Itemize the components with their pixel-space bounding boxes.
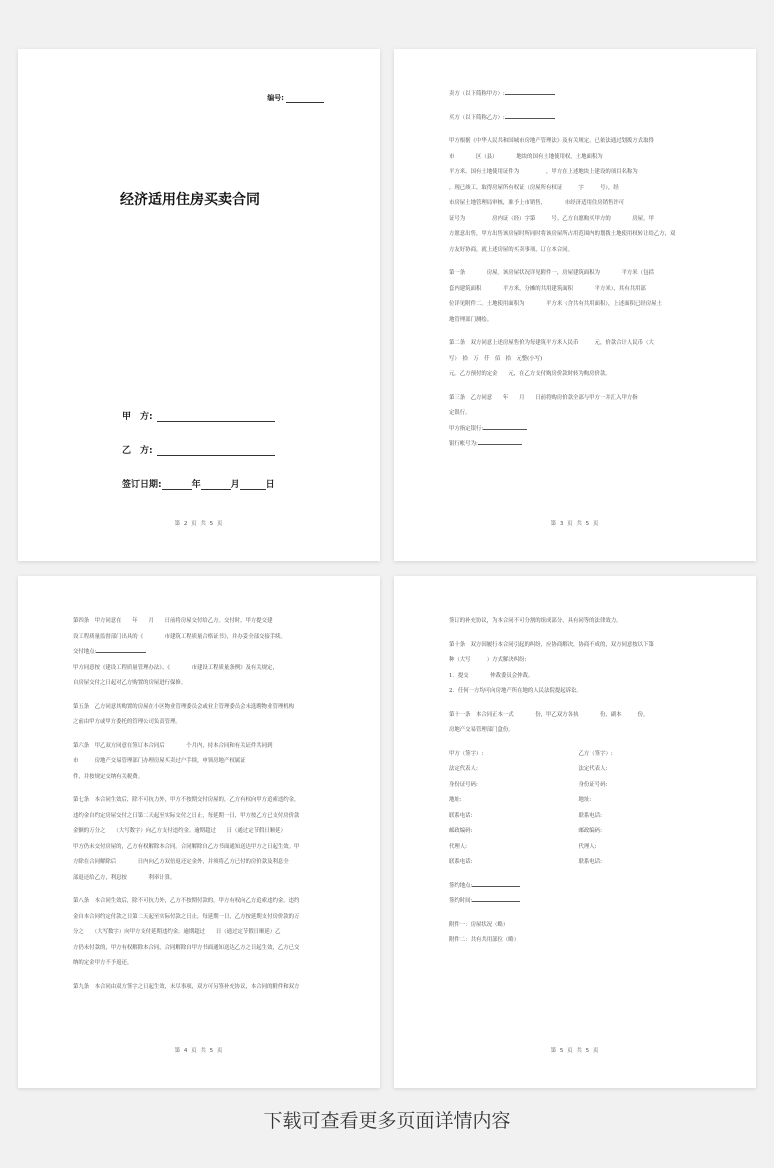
- contract-page-4: [18, 576, 380, 1088]
- article-6: 第六条 甲乙双方同意在签订本合同后 个月内，持本合同和有关证件共同到: [73, 742, 273, 749]
- sign-date-field: 签订日期: 年 月 日: [122, 480, 275, 490]
- sign-row: 甲方（签字）: 乙方（签字）:: [449, 750, 613, 757]
- contract-title: 经济适用住房买卖合同: [120, 192, 260, 208]
- paragraph-line: 甲方同意按《建设工程质量管理办法》、《 市建设工程质量条例》及有关规定，: [73, 664, 278, 671]
- delivery-place-line: 交付地点:: [73, 645, 332, 661]
- paragraph-line: 甲方根据《中华人民共和国城市房地产管理法》及有关规定，已依法通过划拨方式取得: [449, 138, 654, 144]
- account-line: 银行帐号为:: [449, 437, 708, 453]
- buyer-line: 买方（以下简称乙方）:: [449, 111, 708, 127]
- page-4-body: [73, 614, 332, 995]
- paragraph-line: 件，并按规定交纳有关税费。: [73, 773, 144, 780]
- contract-page-5: [394, 576, 756, 1088]
- paragraph-line: 之前由甲方或甲方委托的管理公司负责管理。: [73, 719, 181, 725]
- contract-page-3: [394, 49, 756, 561]
- paragraph-line: 方除在合同解除后 日内向乙方双倍返还定金外，并须将乙方已付的房价款及利息全: [73, 859, 289, 865]
- paragraph-line: 市 区（县） 地块的国有土地使用权，土地面积为: [449, 153, 603, 160]
- paragraph-line: 位详见附件二。土地使用面积为 平方米（含共有共用面积），上述面积已经房屋土: [449, 301, 662, 307]
- paragraph-line: 部退还给乙方，利息按 利率计算。: [73, 874, 176, 881]
- article-3: 第三条 乙方同意 年 月 日前将购房价款全部与甲方一并汇入甲方指: [449, 394, 638, 401]
- paragraph-line: 方仍未付款的，甲方有权解除本合同，合同解除自甲方书面通知送达乙方之日起生效，乙方已交: [73, 944, 300, 951]
- article-10: 第十条 双方因履行本合同引起的纠纷，应协商解决，协商不成的，双方同意按以下第: [449, 641, 654, 648]
- paragraph-line: 市 房地产交易管理部门办理房屋买卖过户手续，申领房地产权属证: [73, 758, 246, 764]
- paragraph-line: 平方米，国有土地使用证件为 ，甲方在上述地块上建设的项目名称为: [449, 169, 638, 175]
- paragraph-line: 地管理部门测绘。: [449, 316, 493, 323]
- paragraph-line: 套内建筑面积 平方米，分摊的共用建筑面积 平方米），其有共用部: [449, 285, 646, 292]
- signature-block: [449, 747, 708, 871]
- article-5: 第五条 乙方同意其购置的房屋在小区物业管理委员会或业主管理委员会未选聘物业管理机构: [73, 703, 295, 710]
- sign-row: 联系电话: 联系电话:: [449, 859, 602, 865]
- party-a-field: 甲 方:: [122, 409, 275, 422]
- party-b-field: 乙 方:: [122, 443, 275, 456]
- article-4: 第四条 甲方同意在 年 月 日前将房屋交付给乙方。交付时，甲方提交建: [73, 618, 273, 624]
- sign-row: 代理人: 代理人:: [449, 843, 597, 850]
- page-5-body: [449, 614, 708, 949]
- paragraph-line: 证号为 房内证（经）字第 号。乙方自愿购买甲方的 房屋，甲: [449, 215, 654, 222]
- sign-row: 地址: 地址:: [449, 797, 592, 803]
- paragraph-line: 签订的补充协议，为本合同不可分割的组成部分，具有同等的法律效力。: [449, 618, 622, 624]
- paragraph-line: 分之 （大写数字）向甲方支付延期违约金。逾期超过 日（通过定节假日顺延）乙: [73, 929, 281, 935]
- contract-number: 编号:: [267, 93, 324, 103]
- article-7: 第七条 本合同生效后，除不可抗力外，甲方不按期交付房屋的，乙方有权向甲方追索违约金，: [73, 797, 300, 803]
- sign-place-line: 签约地点:: [449, 879, 708, 895]
- article-2: 第二条 双方同意上述房屋售价为每建筑平方米人民币 元，价款合计人民币（大: [449, 340, 654, 346]
- paragraph-line: 元。乙方预付的定金 元，在乙方支付购房价款时转为购房价款。: [449, 371, 611, 377]
- sign-row: 邮政编码: 邮政编码:: [449, 828, 602, 834]
- sign-row: 联系电话: 联系电话:: [449, 812, 602, 819]
- paragraph-line: ，现已竣工，取得房屋所有权证（房屋所有权证 字 号），经: [449, 184, 619, 191]
- article-11: 第十一条 本合同正本一式 份，甲乙双方各执 份，副本 份，: [449, 711, 649, 718]
- page-footer: 第 3 页 共 5 页: [550, 521, 600, 527]
- sign-row: 身份证号码: 身份证号码:: [449, 781, 608, 788]
- paragraph-line: 方愿意出售，甲方出售该房屋时所同时将该房屋所占用范围内的划拨土地使用权转让给乙方，双: [449, 231, 676, 237]
- seller-line: 卖方（以下简称甲方）:: [449, 87, 708, 103]
- option-1: 1．提交 仲裁委员会仲裁。: [449, 672, 534, 679]
- page-footer: 第 2 页 共 5 页: [174, 521, 224, 527]
- paragraph-line: 定银行。: [449, 410, 471, 416]
- contract-cover-page: [18, 49, 380, 561]
- paragraph-line: 写） 拾 万 仟 佰 拾 元整(小写): [449, 355, 543, 362]
- paragraph-line: 违约金自约定房屋交付之日第二天起至实际交付之日止，每延期一日，甲方按乙方已支付房价款: [73, 812, 300, 819]
- paragraph-line: 设工程质量监督部门出具的《 市建筑工程质量合格证书》，并办妥全部交接手续。: [73, 633, 286, 640]
- paragraph-line: 市房屋土地管理局审核，准予上市销售， 市经济适用住房销售许可: [449, 200, 625, 206]
- paragraph-line: 方友好协商，就上述房屋的买卖事项，订立本合同。: [449, 246, 573, 253]
- paragraph-line: 金自本合同约定付款之日第二天起至实际付款之日止，每延期一日，乙方按延期支付房价款的万: [73, 913, 300, 920]
- page-3-body: [449, 87, 708, 453]
- article-8: 第八条 本合同生效后，除不可抗力外，乙方不按期付款的，甲方有权向乙方追索违约金。违约: [73, 898, 300, 904]
- paragraph-line: 甲方仍未交付房屋的，乙方有权解除本合同。合同解除自乙方书面通知送达甲方之日起生效。甲: [73, 843, 300, 850]
- paragraph-line: 金额的万分之 （大写数字）向乙方支付违约金。逾期超过 日（通过定节假日顺延）: [73, 828, 286, 834]
- sign-row: 法定代表人: 法定代表人:: [449, 766, 608, 772]
- paragraph-line: 种（大写 ）方式解决纠纷:: [449, 657, 527, 663]
- bank-line: 甲方指定银行:: [449, 422, 708, 438]
- download-caption: 下载可查看更多页面详情内容: [263, 1110, 511, 1132]
- paragraph-line: 自房屋交付之日起对乙方购置的房屋进行保修。: [73, 680, 187, 686]
- paragraph-line: 房地产交易管理部门盒份。: [449, 727, 514, 733]
- option-2: 2．任何一方均可向房地产所在地的人民法院提起诉讼。: [449, 688, 582, 694]
- attachment-1: 附件一：房屋状况（略）: [449, 921, 509, 928]
- paragraph-line: 纳的定金甲方不予返还。: [73, 960, 133, 966]
- page-footer: 第 4 页 共 5 页: [174, 1048, 224, 1054]
- article-1: 第一条 房屋。该房屋状况详见附件一，房屋建筑面积为 平方米（包括: [449, 270, 654, 276]
- page-footer: 第 5 页 共 5 页: [550, 1048, 600, 1054]
- sign-time-line: 签约时间:: [449, 894, 708, 910]
- article-9: 第九条 本合同由双方签字之日起生效，未尽事项，双方可另签补充协议，本合同的附件和双方: [73, 983, 300, 990]
- attachment-2: 附件二：共有共用部位（略）: [449, 937, 520, 943]
